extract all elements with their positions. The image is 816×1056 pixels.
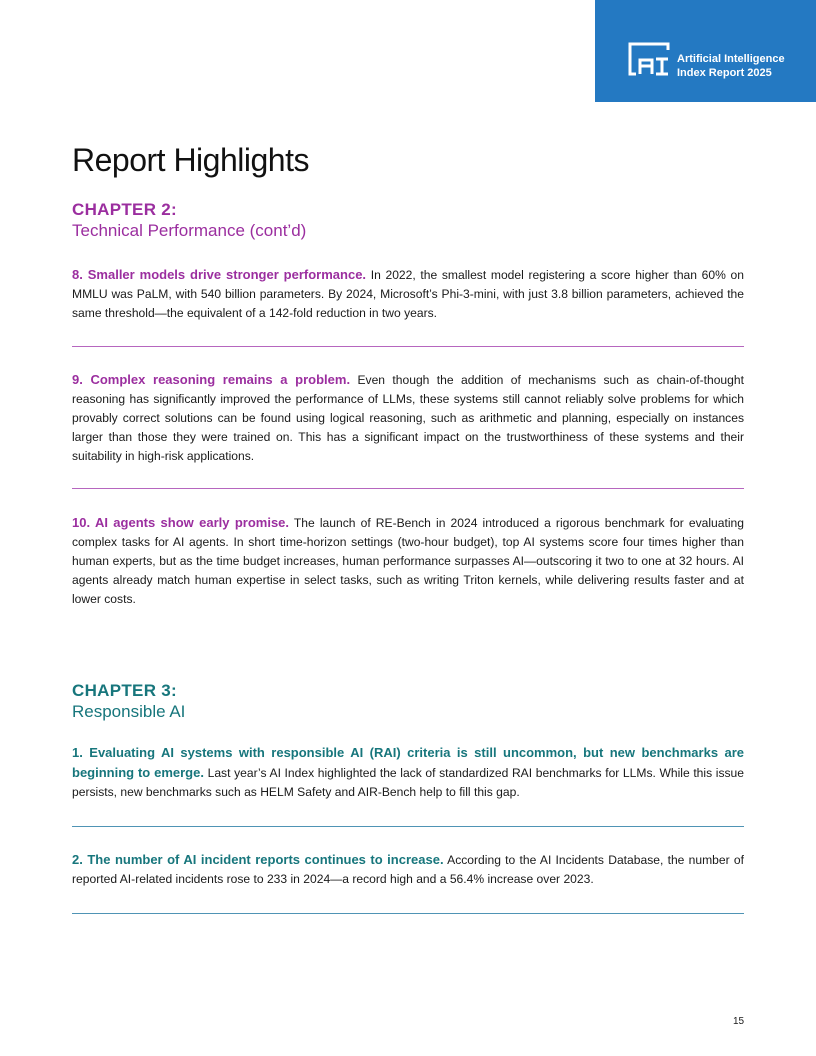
highlight-body: Last year’s AI Index highlighted the lack of standardized RAI benchmarks for LLMs. While this issue persists, new benchmarks such as HELM Safety and AIR-Bench help to fill this gap. [72, 766, 744, 799]
divider [72, 913, 744, 914]
highlight-item [72, 743, 744, 802]
highlight-lead: 9. Complex reasoning remains a problem. [72, 372, 351, 387]
chapter-2-subtitle: Technical Performance (cont’d) [72, 221, 307, 240]
highlight-body: The launch of RE-Bench in 2024 introduced a rigorous benchmark for evaluating complex tasks for AI agents. In short time-horizon settings (two-hour budget), top AI systems score four times higher than human experts, but as the time budget increases, human performance surpasses AI—outscoring it two to one at 32 hours. AI agents already match human expertise in select tasks, such as writing Triton kernels, while delivering results faster and at lower costs. [72, 516, 744, 606]
highlight-body: In 2022, the smallest model registering a score higher than 60% on MMLU was PaLM, with 540 billion parameters. By 2024, Microsoft’s Phi-3-mini, with just 3.8 billion parameters, achieved the same threshold—the equivalent of a 142-fold reduction in two years. [72, 268, 744, 320]
divider [72, 346, 744, 347]
highlight-item [72, 370, 744, 466]
chapter-2-label: CHAPTER 2: [72, 200, 178, 219]
page-title: Report Highlights [72, 142, 309, 178]
page-number: 15 [733, 1016, 745, 1027]
highlight-lead: 10. AI agents show early promise. [72, 515, 290, 530]
chapter-3-label: CHAPTER 3: [72, 681, 178, 700]
ai-index-logo-icon [628, 42, 670, 76]
highlight-body: According to the AI Incidents Database, the number of reported AI-related incidents rose to 233 in 2024—a record high and a 56.4% increase over 2023. [72, 853, 744, 886]
highlight-item [72, 513, 744, 609]
highlight-lead: 2. The number of AI incident reports continues to increase. [72, 852, 444, 867]
highlight-lead: 8. Smaller models drive stronger performance. [72, 267, 367, 282]
report-title [677, 52, 785, 80]
highlight-item [72, 265, 744, 323]
report-title-line2: Index Report 2025 [677, 67, 772, 79]
highlight-body: Even though the addition of mechanisms such as chain-of-thought reasoning has significantly improved the performance of LLMs, these systems still cannot reliably solve problems for which provably correct solutions can be found using logical reasoning, such as arithmetic and planning, especially on instances larger than those they were trained on. This has a significant impact on the trustworthiness of these systems and their suitability in high-risk applications. [72, 373, 744, 463]
report-badge [595, 0, 816, 102]
chapter-3-subtitle: Responsible AI [72, 702, 186, 721]
divider [72, 826, 744, 827]
highlight-lead: 1. Evaluating AI systems with responsible AI (RAI) criteria is still uncommon, but new benchmarks are beginning to emerge. [72, 745, 744, 780]
divider [72, 488, 744, 489]
highlight-item [72, 850, 744, 889]
report-title-line1: Artificial Intelligence [677, 53, 785, 65]
